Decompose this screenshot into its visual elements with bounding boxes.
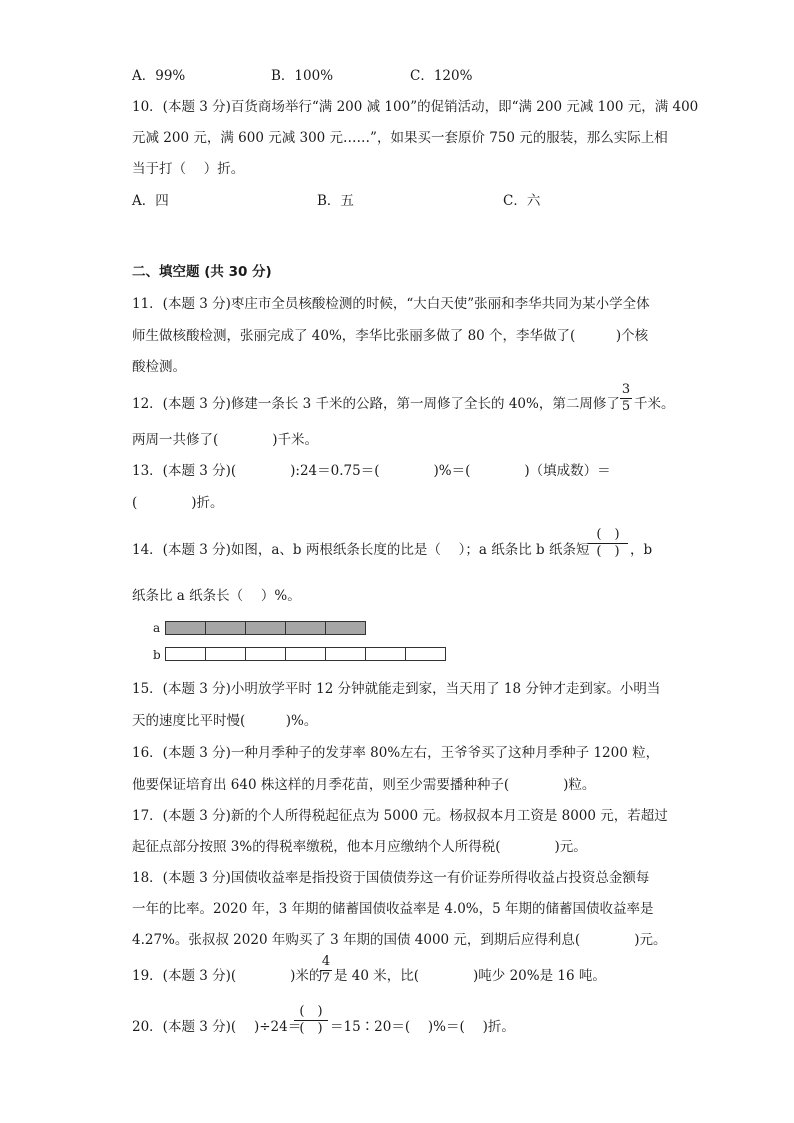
q11-line-2: 师生做核酸检测，张丽完成了 40%，李华比张丽多做了 80 个，李华做了( )个核 (132, 328, 649, 344)
q11-line-3: 酸检测。 (132, 359, 186, 375)
strip-a-label: a (153, 621, 161, 635)
q19-fraction (320, 955, 332, 986)
q10-option-b: B．五 (317, 193, 354, 209)
strip-b-segment (405, 647, 446, 661)
q17-line-2: 起征点部分按照 3%的得税率缴税，他本月应缴纳个人所得税( )元。 (132, 839, 587, 855)
strip-a-segment (165, 621, 206, 635)
q14-line-1: 14．(本题 3 分)如图，a、b 两根纸条长度的比是（ ）；a 纸条比 b 纸条短 (132, 542, 590, 558)
strip-b-segment (245, 647, 286, 661)
q9-option-c: C．120% (410, 68, 473, 84)
q20-part-2: ＝15∶20＝( )%＝( )折。 (330, 1019, 515, 1035)
q19-fraction-denominator: 7 (321, 971, 331, 986)
strip-b-segment (325, 647, 366, 661)
q18-line-3: 4.27%。张叔叔 2020 年购买了 3 年期的国债 4000 元，到期后应得利息( )元。 (132, 932, 667, 948)
q10-option-a: A．四 (132, 193, 169, 209)
q10-line-1: 10．(本题 3 分)百货商场举行“满 200 减 100”的促销活动，即“满 200 元减 100 元，满 400 (132, 99, 699, 115)
q10-line-3: 当于打（ ）折。 (132, 161, 245, 177)
q10-line-2: 元减 200 元，满 600 元减 300 元……”，如果买一套原价 750 元的服装，那么实际上相 (132, 130, 668, 146)
strip-a-segment (245, 621, 286, 635)
q12-line-2: 两周一共修了( )千米。 (132, 432, 319, 448)
q17-line-1: 17．(本题 3 分)新的个人所得税起征点为 5000 元。杨叔叔本月工资是 8000 元，若超过 (132, 808, 668, 824)
strip-b (165, 647, 446, 661)
q13-line-2: ( )折。 (132, 495, 224, 511)
q13-line-1: 13．(本题 3 分)( ):24＝0.75＝( )%＝( )（填成数）＝ (132, 463, 611, 479)
strip-a-segment (285, 621, 326, 635)
strip-b-segment (205, 647, 246, 661)
strip-b-segment (165, 647, 206, 661)
q14-line-1-tail: ，b (630, 542, 653, 558)
q19-fraction-numerator: 4 (321, 954, 331, 969)
q15-line-2: 天的速度比平时慢( )%。 (132, 713, 318, 729)
q15-line-1: 15．(本题 3 分)小明放学平时 12 分钟就能走到家，当天用了 18 分钟才走到家。小明当 (132, 681, 661, 697)
q16-line-2: 他要保证培育出 640 株这样的月季花苗，则至少需要播种种子( )粒。 (132, 777, 596, 793)
strip-a-segment (325, 621, 366, 635)
q18-line-2: 一年的比率。2020 年，3 年期的储蓄国债收益率是 4.0%，5 年期的储蓄国债收益率是 (132, 901, 654, 917)
q12-fraction (620, 383, 632, 414)
strip-a-segment (205, 621, 246, 635)
strip-b-segment (285, 647, 326, 661)
q16-line-1: 16．(本题 3 分)一种月季种子的发芽率 80%左右，王爷爷买了这种月季种子 1200 粒， (132, 745, 660, 761)
q12-fraction-denominator: 5 (621, 399, 631, 414)
q14-fraction (588, 528, 628, 559)
q14-line-2: 纸条比 a 纸条长（ ）%。 (132, 588, 301, 604)
q19-part-2: 是 40 米，比( )吨少 20%是 16 吨。 (334, 968, 606, 984)
section-title: 二、填空题 (共 30 分) (132, 264, 272, 280)
q14-fraction-numerator: ( ) (596, 527, 620, 542)
q12-line-1-tail: 千米。 (634, 396, 675, 412)
q20-part-1: 20．(本题 3 分)( )÷24＝ (132, 1019, 302, 1035)
q9-option-b: B．100% (271, 68, 334, 84)
q11-line-1: 11．(本题 3 分)枣庄市全员核酸检测的时候，“大白天使”张丽和李华共同为某小学全体 (132, 296, 650, 312)
q12-line-1: 12．(本题 3 分)修建一条长 3 千米的公路，第一周修了全长的 40%，第二周修了 (132, 396, 620, 412)
strip-b-label: b (153, 648, 161, 662)
q20-fraction-numerator: ( ) (299, 1004, 323, 1019)
q9-option-a: A．99% (132, 68, 186, 84)
q18-line-1: 18．(本题 3 分)国债收益率是指投资于国债债券这一有价证券所得收益占投资总金额每 (132, 870, 650, 886)
q12-fraction-numerator: 3 (621, 382, 631, 397)
strip-a (165, 621, 366, 635)
q14-fraction-denominator: ( ) (596, 544, 620, 559)
q19-part-1: 19．(本题 3 分)( )米的 (132, 968, 323, 984)
strip-b-segment (365, 647, 406, 661)
q20-fraction-denominator: ( ) (299, 1021, 323, 1036)
q20-fraction (294, 1005, 328, 1036)
q10-option-c: C．六 (503, 193, 541, 209)
